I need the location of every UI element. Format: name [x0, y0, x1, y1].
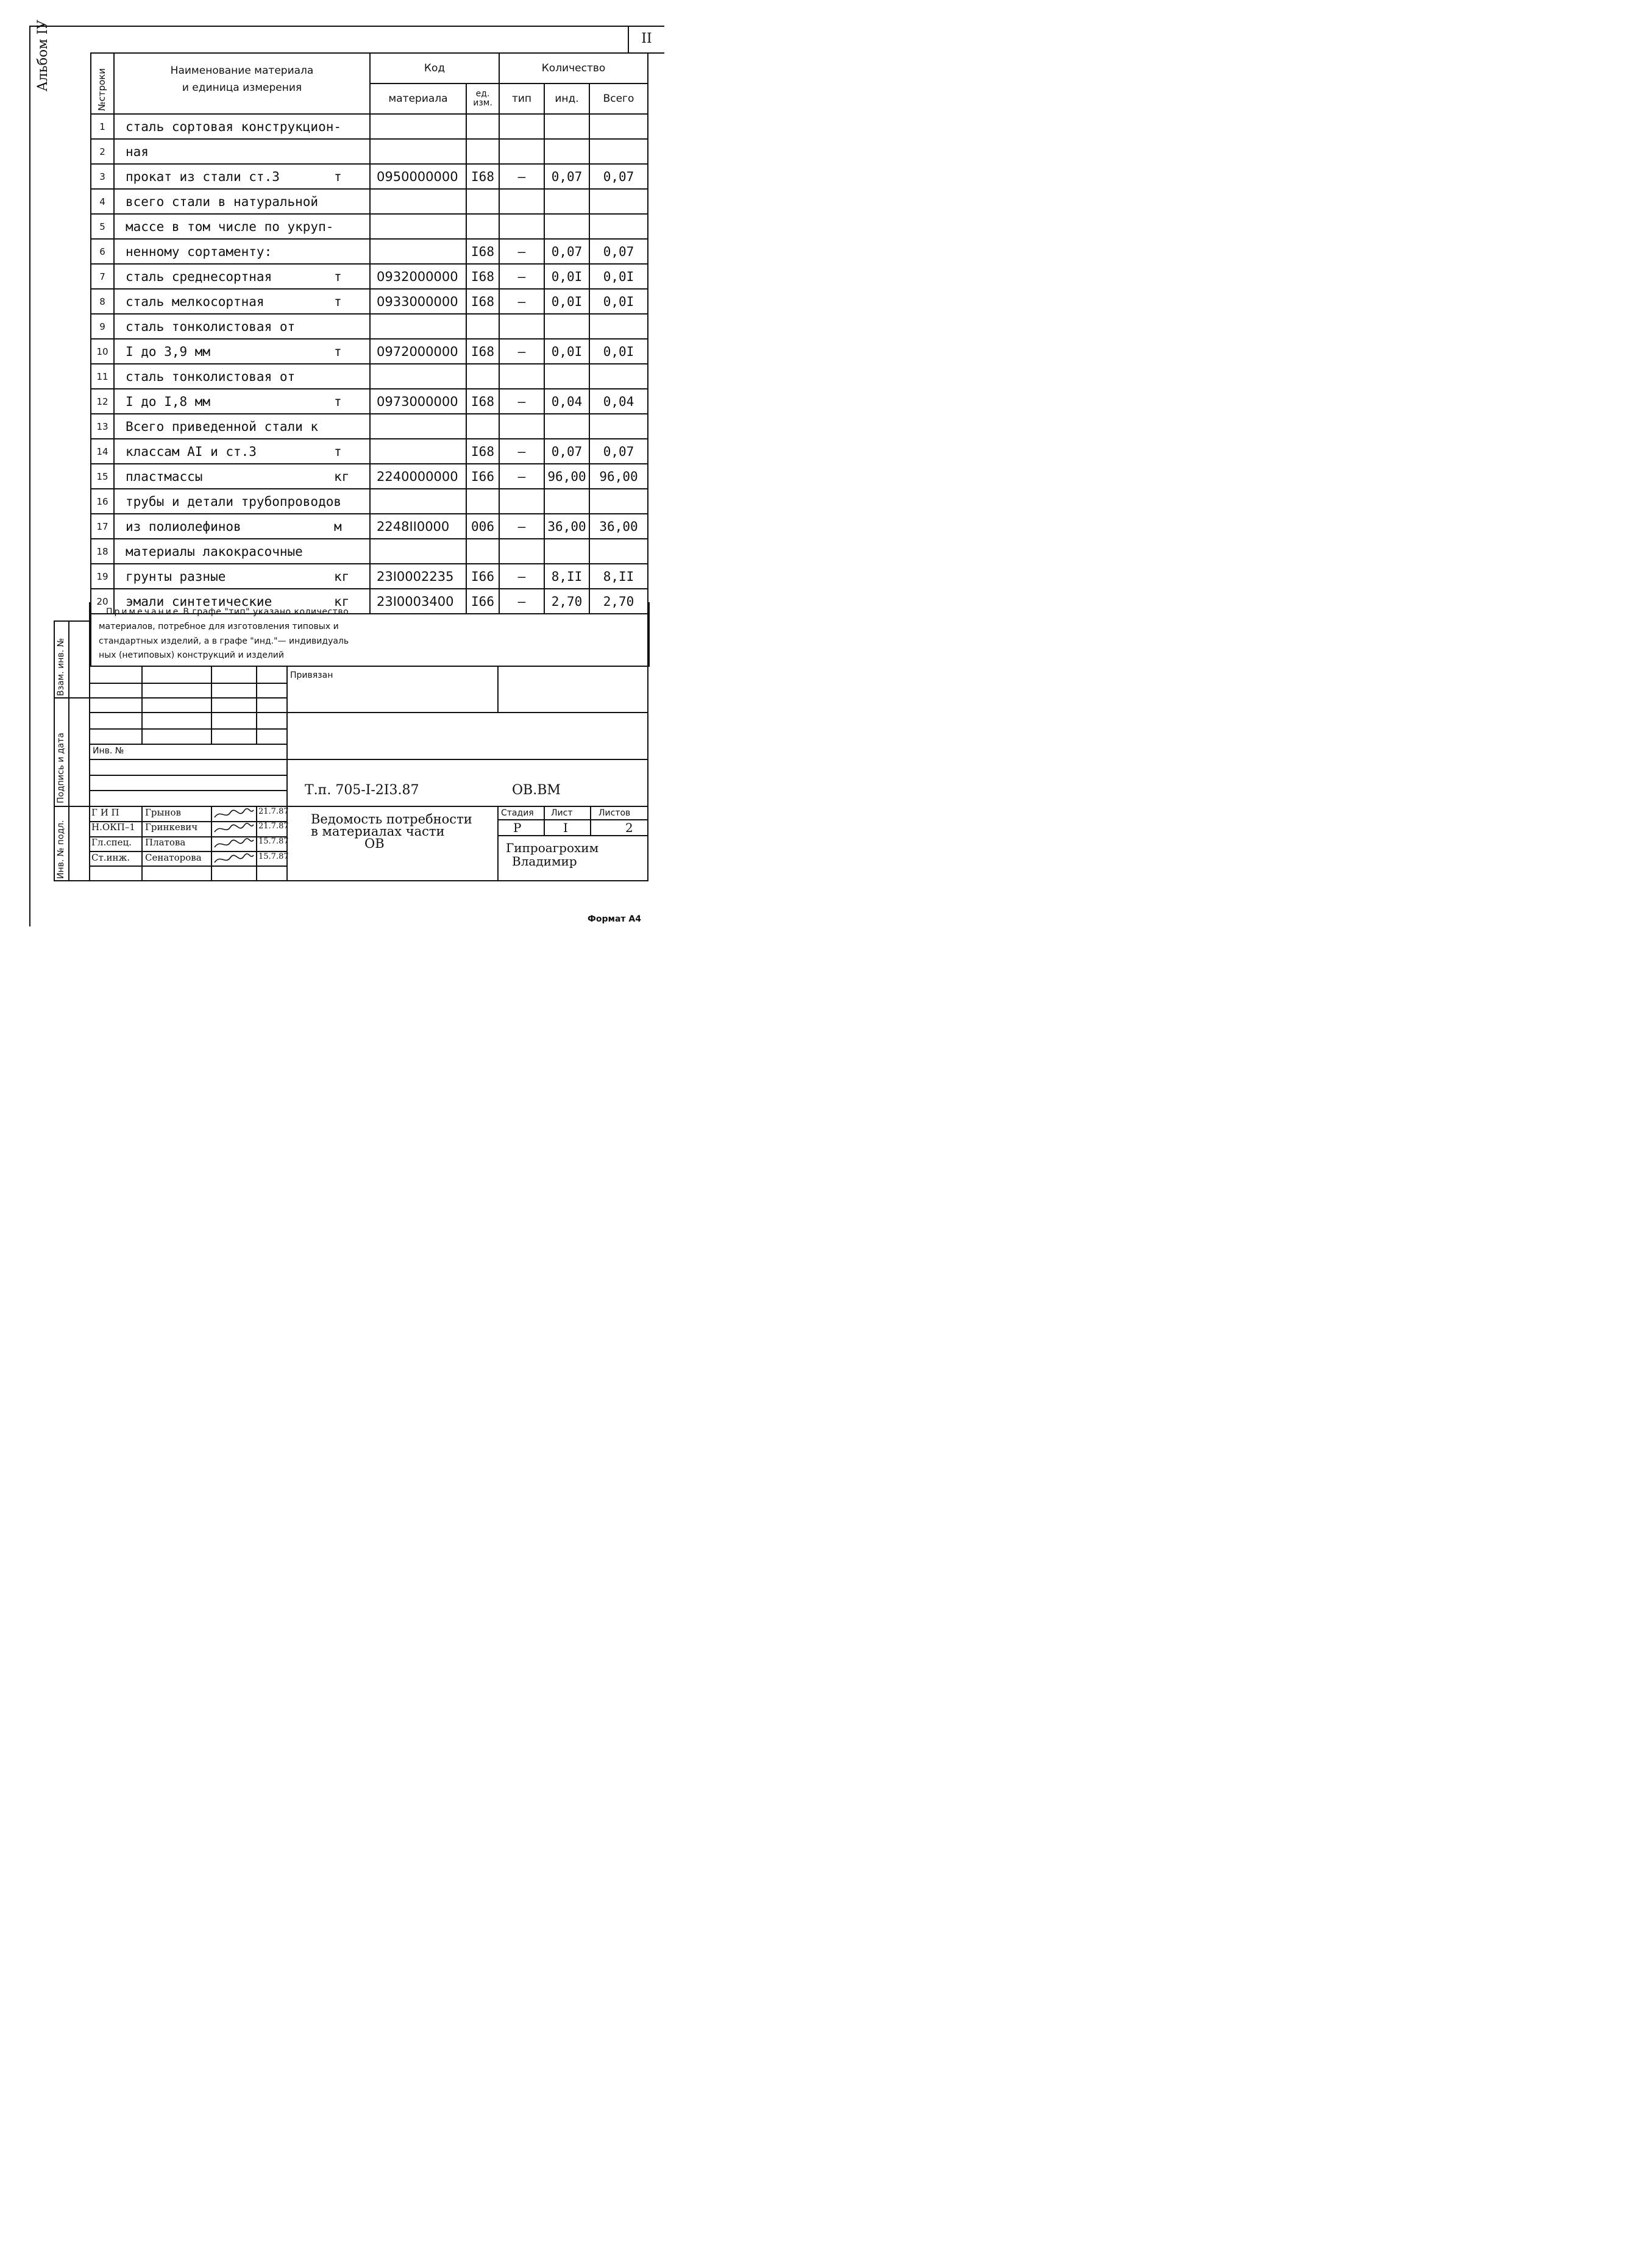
stage-value: Р [513, 820, 522, 835]
row-number: 19 [91, 564, 114, 589]
qty-total [589, 364, 648, 389]
row-number: 17 [91, 514, 114, 539]
unit-of-measure: т [334, 294, 342, 309]
material-name-cell [114, 289, 370, 314]
type-header: тип [499, 84, 544, 114]
qty-type [499, 314, 544, 339]
material-name: трубы и детали трубопроводов [126, 494, 342, 509]
unit-of-measure: кг [334, 569, 350, 584]
qty-type: – [499, 514, 544, 539]
stage-label: Стадия [501, 808, 534, 818]
table-row [91, 114, 648, 139]
qty-total [589, 214, 648, 239]
table-row [91, 539, 648, 564]
material-code: 0932000000 [370, 264, 466, 289]
table-row [91, 489, 648, 514]
material-name: ненному сортаменту: [126, 244, 272, 259]
row-number: 4 [91, 189, 114, 214]
unit-code: I68 [466, 289, 499, 314]
unit-code: I68 [466, 239, 499, 264]
inv-no-label: Инв. № [93, 746, 124, 756]
table-row [91, 439, 648, 464]
material-name-cell [114, 114, 370, 139]
quantity-header: Количество [499, 53, 648, 84]
material-code [370, 114, 466, 139]
row-number: 12 [91, 389, 114, 414]
material-code [370, 214, 466, 239]
material-code: 2248II0000 [370, 514, 466, 539]
row-number: 7 [91, 264, 114, 289]
qty-type: – [499, 339, 544, 364]
doc-title: Ведомость потребности в материалах части ОВ [311, 812, 472, 851]
unit-code [466, 364, 499, 389]
table-row [91, 289, 648, 314]
unit-of-measure: т [334, 344, 342, 359]
material-name: сталь мелкосортная [126, 294, 265, 309]
format-label: Формат А4 [588, 914, 641, 924]
qty-ind: 0,0I [544, 339, 589, 364]
row-number: 16 [91, 489, 114, 514]
qty-total: 0,0I [589, 339, 648, 364]
table-row [91, 389, 648, 414]
side-label-inv: Инв. № подл. [56, 820, 66, 879]
material-code: 23I0003400 [370, 589, 466, 614]
unit-code [466, 214, 499, 239]
material-name: из полиолефинов [126, 519, 241, 534]
qty-total [589, 189, 648, 214]
signer-name: Грынов [145, 807, 181, 818]
qty-ind: 36,00 [544, 514, 589, 539]
unit-of-measure: кг [334, 469, 350, 484]
qty-ind: 0,0I [544, 289, 589, 314]
material-name: сталь сортовая конструкцион- [126, 119, 342, 134]
note-title: Примечание [106, 607, 180, 617]
name-header: Наименование материала и единица измерения [114, 53, 370, 114]
row-number: 18 [91, 539, 114, 564]
materials-table [90, 52, 648, 614]
unit-code: I68 [466, 339, 499, 364]
material-name-cell [114, 239, 370, 264]
unit-code: I68 [466, 439, 499, 464]
qty-ind [544, 114, 589, 139]
row-number: 9 [91, 314, 114, 339]
qty-type [499, 139, 544, 164]
qty-ind [544, 539, 589, 564]
sheets-value: 2 [625, 820, 633, 835]
note-line-3: стандартных изделий, а в графе "инд."— индивидуаль [99, 636, 349, 646]
side-label-vzam: Взам. инв. № [56, 638, 66, 696]
qty-total [589, 489, 648, 514]
unit-code: I66 [466, 564, 499, 589]
material-name: Всего приведенной стали к [126, 419, 319, 434]
note-line-1: В графе "тип" указано количество [183, 607, 349, 617]
qty-type: – [499, 389, 544, 414]
table-row [91, 514, 648, 539]
table-row [91, 414, 648, 439]
qty-ind: 0,07 [544, 439, 589, 464]
qty-ind [544, 314, 589, 339]
unit-code [466, 314, 499, 339]
qty-type [499, 189, 544, 214]
material-name-cell [114, 214, 370, 239]
material-name-cell [114, 564, 370, 589]
material-name-cell [114, 489, 370, 514]
sheet-label: Лист [551, 808, 573, 818]
material-code [370, 439, 466, 464]
unit-code [466, 489, 499, 514]
qty-ind [544, 139, 589, 164]
qty-type [499, 364, 544, 389]
handwritten-signature [212, 808, 255, 821]
unit-of-measure: т [334, 394, 342, 409]
material-name-cell [114, 139, 370, 164]
row-number: 15 [91, 464, 114, 489]
material-code: 2240000000 [370, 464, 466, 489]
row-number: 11 [91, 364, 114, 389]
qty-type [499, 414, 544, 439]
qty-type: – [499, 164, 544, 189]
material-code: 0933000000 [370, 289, 466, 314]
table-row [91, 239, 648, 264]
qty-ind [544, 364, 589, 389]
material-code [370, 314, 466, 339]
qty-type [499, 114, 544, 139]
qty-total [589, 539, 648, 564]
qty-ind [544, 414, 589, 439]
signer-role: Гл.спец. [91, 837, 132, 848]
qty-type: – [499, 589, 544, 614]
table-row [91, 214, 648, 239]
qty-type [499, 489, 544, 514]
sheet-value: I [563, 820, 568, 835]
table-row [91, 164, 648, 189]
qty-ind: 0,07 [544, 164, 589, 189]
material-name: I до I,8 мм [126, 394, 211, 409]
sheets-label: Листов [599, 808, 631, 818]
qty-total [589, 114, 648, 139]
material-name-cell [114, 439, 370, 464]
signer-date: 15.7.87 [258, 852, 289, 861]
unit-code-header: ед. изм. [466, 84, 499, 114]
row-number: 2 [91, 139, 114, 164]
unit-code: I68 [466, 264, 499, 289]
qty-total: 0,07 [589, 164, 648, 189]
qty-type: – [499, 564, 544, 589]
qty-total: 2,70 [589, 589, 648, 614]
material-name-cell [114, 364, 370, 389]
total-header: Всего [589, 84, 648, 114]
material-code [370, 364, 466, 389]
qty-total: 0,0I [589, 264, 648, 289]
table-row [91, 339, 648, 364]
doc-mark: ОВ.ВМ [512, 783, 561, 798]
signer-date: 15.7.87 [258, 837, 289, 846]
material-code: 0972000000 [370, 339, 466, 364]
material-code [370, 239, 466, 264]
table-row [91, 189, 648, 214]
unit-code [466, 189, 499, 214]
unit-code [466, 414, 499, 439]
material-name: массе в том числе по укруп- [126, 219, 334, 234]
material-name: всего стали в натуральной [126, 194, 319, 209]
handwritten-signature [212, 837, 255, 851]
side-label-podpis: Подпись и дата [56, 733, 66, 803]
qty-ind [544, 189, 589, 214]
album-label: Альбом IУ [35, 20, 51, 91]
row-number: 6 [91, 239, 114, 264]
signer-role: Ст.инж. [91, 852, 130, 863]
table-row [91, 464, 648, 489]
unit-of-measure: кг [334, 594, 350, 609]
unit-of-measure: м [334, 519, 342, 534]
table-row [91, 314, 648, 339]
table-row [91, 364, 648, 389]
qty-total: 36,00 [589, 514, 648, 539]
organization: Гипроагрохим Владимир [506, 841, 599, 869]
qty-total [589, 314, 648, 339]
qty-type [499, 539, 544, 564]
material-code [370, 489, 466, 514]
row-number: 20 [91, 589, 114, 614]
table-row [91, 264, 648, 289]
row-no-header: №строки [91, 53, 114, 114]
material-name: сталь тонколистовая от [126, 319, 296, 334]
material-name-cell [114, 339, 370, 364]
signer-name: Платова [145, 837, 186, 848]
qty-type [499, 214, 544, 239]
handwritten-signature [212, 853, 255, 866]
note-line-4: ных (нетиповых) конструкций и изделий [99, 650, 285, 660]
unit-code: I68 [466, 389, 499, 414]
handwritten-signature [212, 822, 255, 836]
qty-type: – [499, 264, 544, 289]
material-name-cell [114, 389, 370, 414]
unit-code [466, 139, 499, 164]
material-name-cell [114, 539, 370, 564]
unit-code [466, 539, 499, 564]
signer-date: 21.7.87 [258, 822, 289, 831]
qty-total: 96,00 [589, 464, 648, 489]
material-name: сталь среднесортная [126, 269, 272, 284]
material-name: I до 3,9 мм [126, 344, 211, 359]
qty-ind: 8,II [544, 564, 589, 589]
unit-code: I66 [466, 589, 499, 614]
material-name: материалы лакокрасочные [126, 544, 303, 559]
qty-total [589, 414, 648, 439]
privyazan-label: Привязан [290, 670, 333, 680]
material-name: сталь тонколистовая от [126, 369, 296, 384]
unit-of-measure: т [334, 269, 342, 284]
table-row [91, 564, 648, 589]
unit-of-measure: т [334, 444, 342, 459]
qty-ind: 0,04 [544, 389, 589, 414]
unit-code: I66 [466, 464, 499, 489]
row-number: 13 [91, 414, 114, 439]
qty-total: 0,07 [589, 439, 648, 464]
unit-of-measure: т [334, 169, 342, 184]
material-name-cell [114, 514, 370, 539]
signer-date: 21.7.87 [258, 807, 289, 816]
material-name: пластмассы [126, 469, 203, 484]
material-name-cell [114, 189, 370, 214]
material-code [370, 139, 466, 164]
signer-role: Г И П [91, 807, 119, 818]
qty-total: 0,04 [589, 389, 648, 414]
qty-type: – [499, 439, 544, 464]
material-name-cell [114, 264, 370, 289]
material-name: прокат из стали ст.3 [126, 169, 280, 184]
row-number: 14 [91, 439, 114, 464]
qty-ind: 2,70 [544, 589, 589, 614]
unit-code [466, 114, 499, 139]
qty-type: – [499, 289, 544, 314]
qty-type: – [499, 464, 544, 489]
qty-total [589, 139, 648, 164]
table-row [91, 139, 648, 164]
qty-type: – [499, 239, 544, 264]
note-line-2: материалов, потребное для изготовления типовых и [99, 622, 339, 631]
row-number: 1 [91, 114, 114, 139]
material-name-cell [114, 414, 370, 439]
row-number: 10 [91, 339, 114, 364]
material-name: ная [126, 144, 149, 159]
qty-ind: 96,00 [544, 464, 589, 489]
material-name: классам AI и ст.3 [126, 444, 257, 459]
row-number: 3 [91, 164, 114, 189]
sheet-number: II [628, 26, 664, 54]
material-code [370, 189, 466, 214]
qty-ind [544, 214, 589, 239]
qty-ind [544, 489, 589, 514]
qty-ind: 0,07 [544, 239, 589, 264]
qty-total: 0,07 [589, 239, 648, 264]
material-name-cell [114, 164, 370, 189]
material-code: 23I0002235 [370, 564, 466, 589]
material-name-cell [114, 314, 370, 339]
signer-name: Сенаторова [145, 852, 202, 863]
material-name: эмали синтетические [126, 594, 272, 609]
qty-total: 8,II [589, 564, 648, 589]
material-name: грунты разные [126, 569, 226, 584]
material-code [370, 414, 466, 439]
material-code: 0973000000 [370, 389, 466, 414]
qty-ind: 0,0I [544, 264, 589, 289]
note-block [90, 602, 650, 667]
unit-code: I68 [466, 164, 499, 189]
code-header: Код [370, 53, 499, 84]
signer-role: Н.ОКП–1 [91, 822, 135, 833]
signer-name: Гринкевич [145, 822, 198, 833]
row-number: 8 [91, 289, 114, 314]
unit-code: 006 [466, 514, 499, 539]
material-name-cell [114, 464, 370, 489]
row-number: 5 [91, 214, 114, 239]
material-code [370, 539, 466, 564]
ind-header: инд. [544, 84, 589, 114]
material-code: 0950000000 [370, 164, 466, 189]
material-code-header: материала [370, 84, 466, 114]
doc-code: Т.п. 705-I-2I3.87 [305, 783, 419, 798]
qty-total: 0,0I [589, 289, 648, 314]
